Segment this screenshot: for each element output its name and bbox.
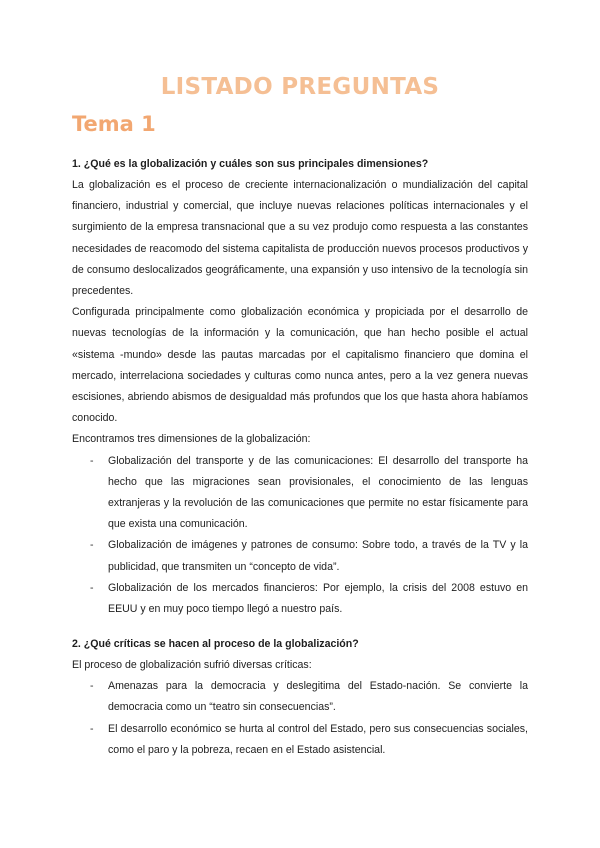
question-2-list (72, 676, 528, 761)
bullet-marker: - (90, 454, 94, 467)
question-1 (72, 154, 528, 620)
list-item: - Globalización de los mercados financieros: Por ejemplo, la crisis del 2008 estuvo en EEUU y en muy poco tiempo llegó a nuestro país. (72, 578, 528, 620)
document-title: LISTADO PREGUNTAS (160, 74, 440, 100)
bullet-marker: - (90, 722, 94, 735)
question-1-paragraph-2: Configurada principalmente como globalización económica y propiciada por el desarrollo de nuevas tecnologías de la información y la comunicación, que han hecho posible el actual «sistema -mundo» desde las pautas marcadas por el capitalismo financiero que domina el mercado, interrelaciona sociedades y culturas como nunca antes, pero a la vez genera nuevas escisiones, abriendo abismos de desigualdad más profundos que los que hasta ahora habíamos conocido. (72, 306, 528, 425)
question-2-intro: El proceso de globalización sufrió diversas críticas: (72, 659, 312, 671)
question-1-list (72, 451, 528, 621)
section-heading: Tema 1 (72, 112, 156, 136)
list-item: - Amenazas para la democracia y deslegitima del Estado-nación. Se convierte la democracia como un “teatro sin consecuencias”. (72, 676, 528, 718)
question-1-paragraph-1: La globalización es el proceso de creciente internacionalización o mundialización del capital financiero, industrial y comercial, que incluye nuevas relaciones políticas internacionales y el surgimiento de la empresa transnacional que a su vez produjo como respuesta a las constantes necesidades de reacomodo del sistema capitalista de producción nuevos procesos productivos y de consumo deslocalizados geográficamente, una expansión y uso intensivo de la tecnología sin precedentes. (72, 179, 528, 298)
question-2-title: 2. ¿Qué críticas se hacen al proceso de la globalización? (72, 638, 359, 650)
list-item: - El desarrollo económico se hurta al control del Estado, pero sus consecuencias sociales, como el paro y la pobreza, recaen en el Estado asistencial. (72, 719, 528, 761)
question-2 (72, 634, 528, 761)
question-1-title: 1. ¿Qué es la globalización y cuáles son sus principales dimensiones? (72, 158, 429, 170)
bullet-marker: - (90, 581, 94, 594)
question-1-intro: Encontramos tres dimensiones de la globalización: (72, 433, 311, 446)
bullet-marker: - (90, 680, 94, 693)
bullet-marker: - (90, 539, 94, 552)
list-item: - Globalización del transporte y de las comunicaciones: El desarrollo del transporte ha hecho que las migraciones sean provisionales, el conocimiento de las lenguas extranjeras y la revolución de las comunicaciones que permite no estar físicamente para que exista una comunicación. (72, 451, 528, 536)
list-item: - Globalización de imágenes y patrones de consumo: Sobre todo, a través de la TV y la publicidad, que transmiten un “concepto de vida”. (72, 535, 528, 577)
